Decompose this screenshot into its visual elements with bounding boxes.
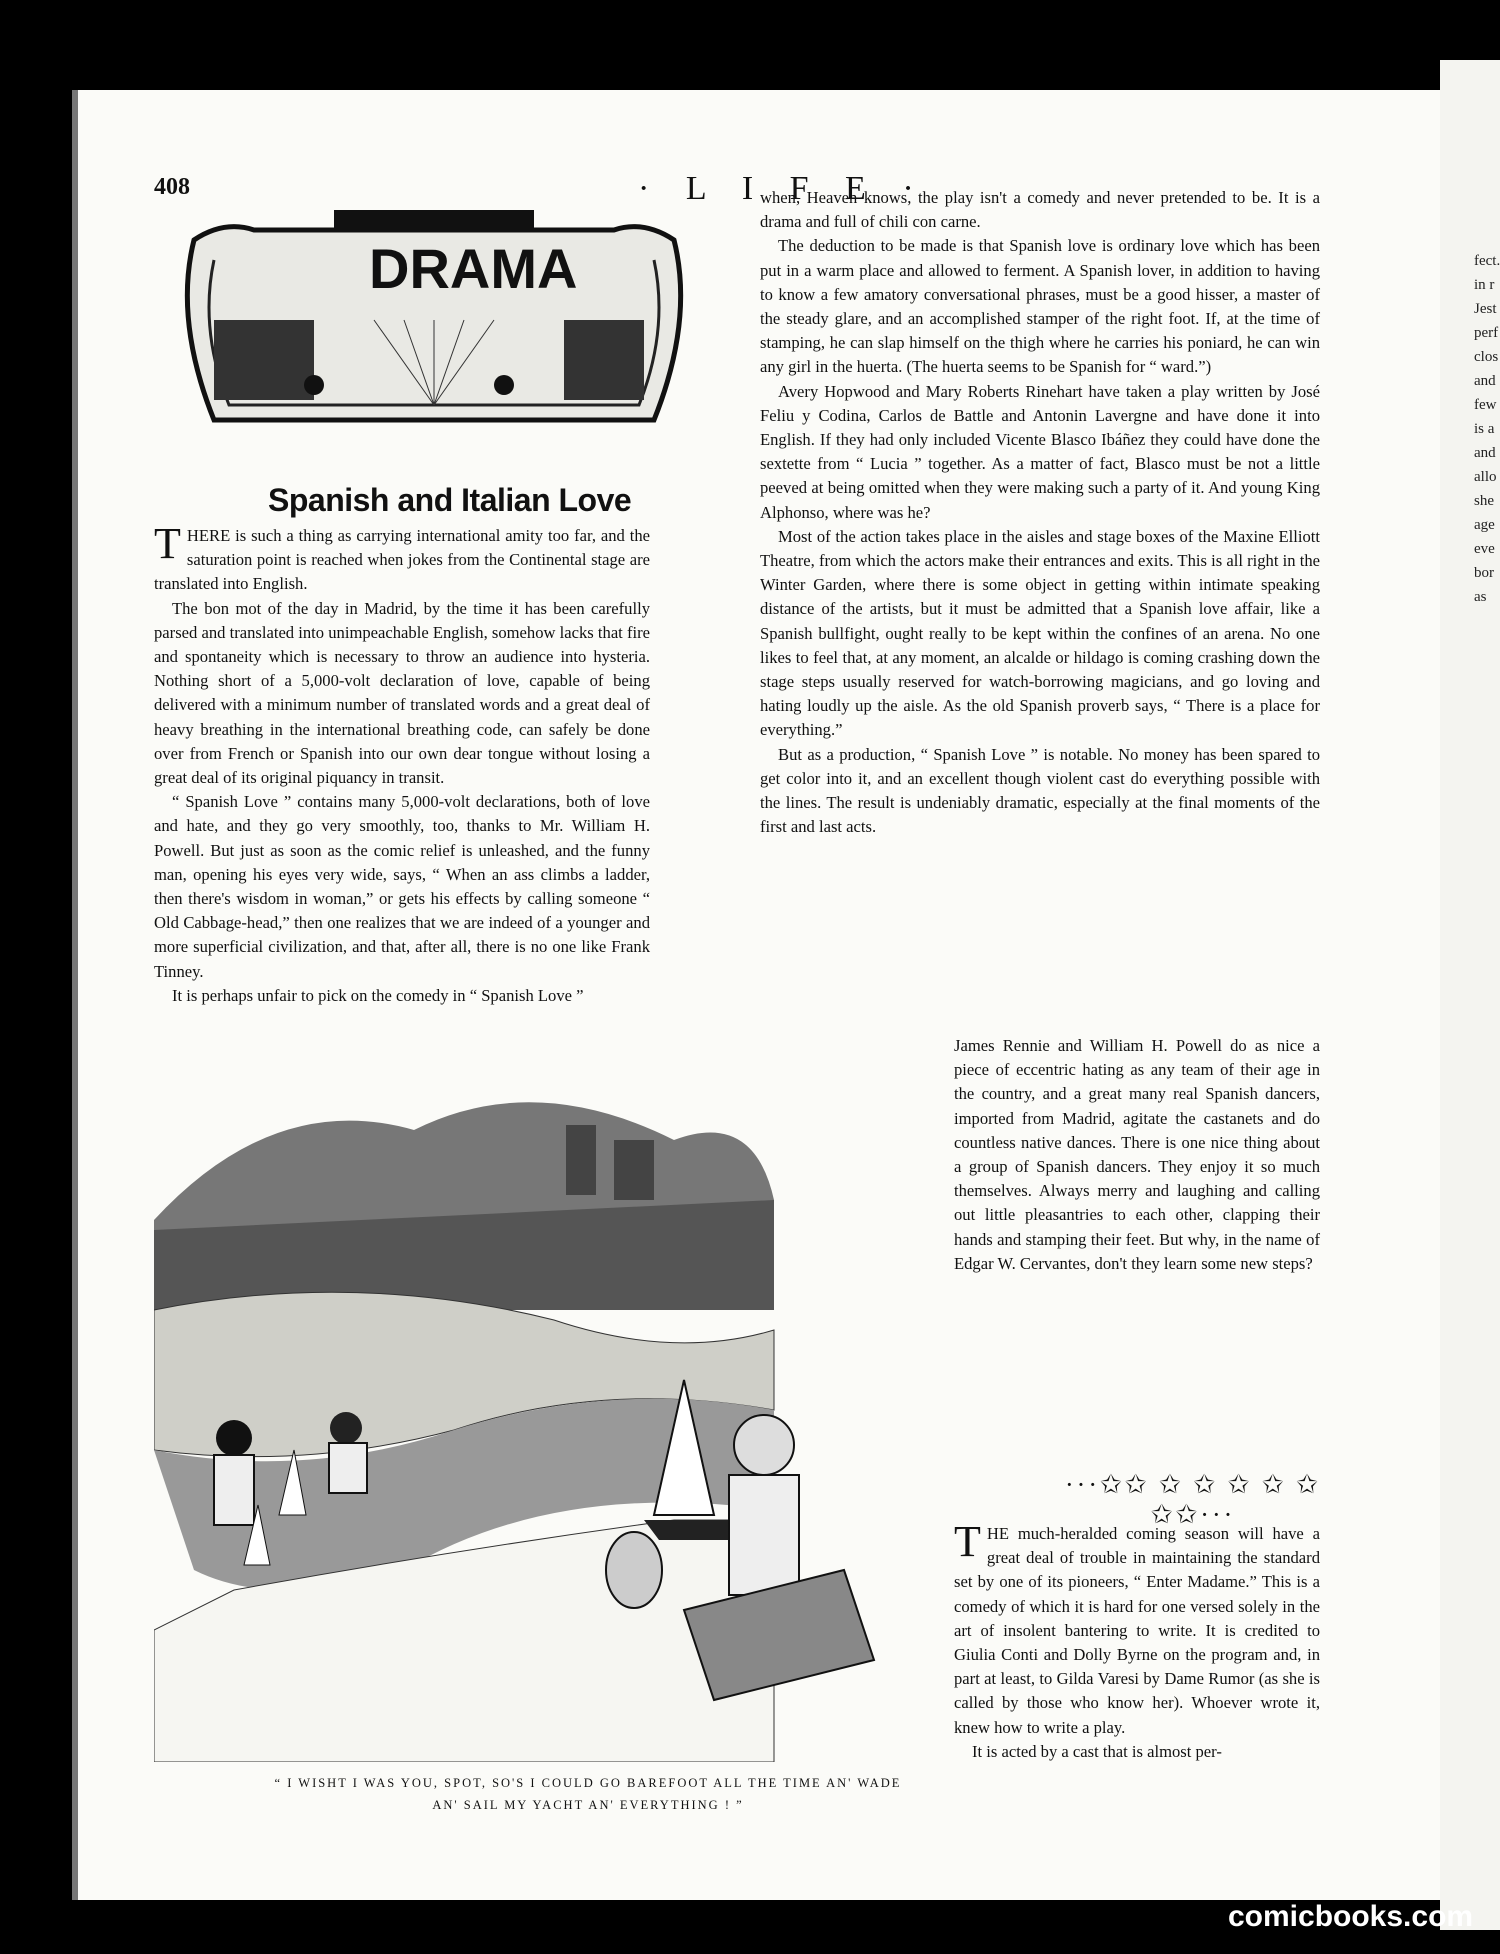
left-column	[154, 519, 650, 1008]
next-page-fragment: she	[1474, 493, 1494, 509]
article-paragraph: It is acted by a cast that is almost per-	[972, 1741, 1222, 1761]
section-separator: ···✩✩ ✩ ✩ ✩ ✩ ✩ ✩✩···	[1065, 1470, 1321, 1529]
magazine-page	[72, 90, 1458, 1900]
next-page-fragment: fect.	[1474, 253, 1500, 269]
next-page-edge	[1440, 60, 1500, 1930]
article-paragraph: James Rennie and William H. Powell do as nice a piece of eccentric hating as any team of their age in the country, and a great many real Spanish dancers, imported from Madrid, agitate the castanets and do countless native dances. There is one nice thing about a group of Spanish dancers. They enjoy it so much themselves. Always merry and laughing and calling out little pleasantries to each other, clapping their hands and stamping their feet. But why, in the name of Edgar W. Cervantes, don't they learn some new steps?	[954, 1036, 1320, 1273]
article-paragraph: “ Spanish Love ” contains many 5,000-volt declarations, both of love and hate, and they go very smoothly, too, thanks to Mr. William H. Powell. But just as soon as the comic relief is unleashed, and the funny man, opening his eyes very wide, says, “ When an ass climbs a ladder, then there's wisdom in woman,” or gets his effects by calling someone “ Old Cabbage-head,” then one realizes that we are indeed of a younger and more superficial civilization, and that, after all, there is no one like Frank Tinney.	[154, 792, 650, 981]
running-title: · L I F E ·	[638, 170, 928, 207]
page-number: 408	[154, 174, 190, 200]
next-page-fragment: is a	[1474, 421, 1495, 437]
article-paragraph: The bon mot of the day in Madrid, by the time it has been carefully parsed and translated into unimpeachable English, somehow lacks that fire and spontaneity which is necessary to throw an audience into hysteria. Nothing short of a 5,000-volt declaration of love, capable of being delivered with a minimum number of translated words and a great deal of heavy breathing in the international breathing code, can safely be done over from French or Spanish into our own dear tongue without losing a great deal of its original piquancy in transit.	[154, 598, 650, 788]
drop-cap: T	[954, 1517, 981, 1566]
right-column	[760, 186, 1320, 839]
next-page-fragment: clos	[1474, 349, 1499, 365]
next-page-fragment: perf	[1474, 325, 1499, 341]
next-page-fragment: in r	[1474, 277, 1495, 293]
drop-cap: T	[154, 519, 181, 568]
article-paragraph: The deduction to be made is that Spanish love is ordinary love which has been put in a warm place and allowed to ferment. A Spanish lover, in addition to having to know a few amatory conversational phrases, must be a good hisser, a master of the steady glare, and an accomplished stamper of the right foot. If, at the time of stamping, he can slap himself on the thigh where he carries his poniard, he can win any girl in the huerta. (The huerta seems to be Spanish for “ ward.”)	[760, 236, 1320, 377]
next-page-fragment: as	[1474, 589, 1487, 605]
next-page-fragment: few	[1474, 397, 1497, 413]
article-paragraph: THE much-heralded coming season will have a great deal of trouble in maintaining the standard set by one of its pioneers, “ Enter Madame.” This is a comedy of which it is hard for one versed solely in the art of insolent bantering to write. It is credited to Giulia Conti and Dolly Byrne on the program and, in part at least, to Gilda Varesi by Dame Rumor (as she is called by those who know her). Whoever wrote it, knew how to write a play.	[954, 1517, 1320, 1737]
watermark: comicbooks.com	[1228, 1900, 1474, 1933]
article-paragraph: But as a production, “ Spanish Love ” is notable. No money has been spared to get color into it, and an excellent though violent cast do everything possible with the lines. The result is undeniably dramatic, especially at the final moments of the first and last acts.	[760, 744, 1320, 837]
next-page-fragment: and	[1474, 445, 1496, 461]
next-page-fragment: age	[1474, 517, 1495, 533]
next-page-fragment: eve	[1474, 541, 1495, 557]
second-article-column	[954, 1517, 1320, 1764]
article-paragraph: THERE is such a thing as carrying international amity too far, and the saturation point is reached when jokes from the Continental stage are translated into English.	[154, 519, 650, 594]
article-paragraph: Avery Hopwood and Mary Roberts Rinehart have taken a play written by José Feliu y Codina, Carlos de Battle and Antonin Lavergne and have done it into English. If they had only included Vicente Blasco Ibáñez they could have done the sextette from “ Lucia ” together. As a matter of fact, Blasco must be not a little peeved at being omitted when they were making such a party of it. And young King Alphonso, where was he?	[760, 381, 1320, 522]
article-paragraph: Most of the action takes place in the aisles and stage boxes of the Maxine Elliott Theatre, from which the actors make their entrances and exits. This is all right in the Winter Garden, where there is some object in getting within intimate speaking distance of the artists, but it must be admitted that a Spanish love affair, like a Spanish bullfight, ought really to be kept within the confines of an arena. No one likes to feel that, at any moment, an alcalde or hildago is coming crashing down the stage steps usually reserved for watch-borrowing magicians, and go loving and hating loudly up the aisle. As the old Spanish proverb says, “ There is a place for everything.”	[760, 526, 1320, 740]
park-illustration	[154, 1050, 944, 1762]
next-page-fragment: and	[1474, 373, 1496, 389]
article-headline: Spanish and Italian Love	[268, 482, 632, 518]
drama-banner-text: DRAMA	[369, 237, 578, 300]
drama-header-illustration	[174, 200, 694, 440]
article-paragraph: It is perhaps unfair to pick on the comedy in “ Spanish Love ”	[172, 985, 584, 1005]
next-page-fragment: allo	[1474, 469, 1497, 485]
article-paragraph: when, Heaven knows, the play isn't a comedy and never pretended to be. It is a drama and full of chili con carne.	[760, 188, 1320, 232]
right-narrow-column	[954, 1034, 1320, 1276]
next-page-fragment: bor	[1474, 565, 1494, 581]
illustration-caption: “ I WISHT I WAS YOU, SPOT, SO'S I COULD GO BAREFOOT ALL THE TIME AN' WADE AN' SAIL MY YACHT AN' EVERYTHING ! ”	[274, 1776, 902, 1812]
next-page-fragment: Jest	[1474, 301, 1497, 317]
